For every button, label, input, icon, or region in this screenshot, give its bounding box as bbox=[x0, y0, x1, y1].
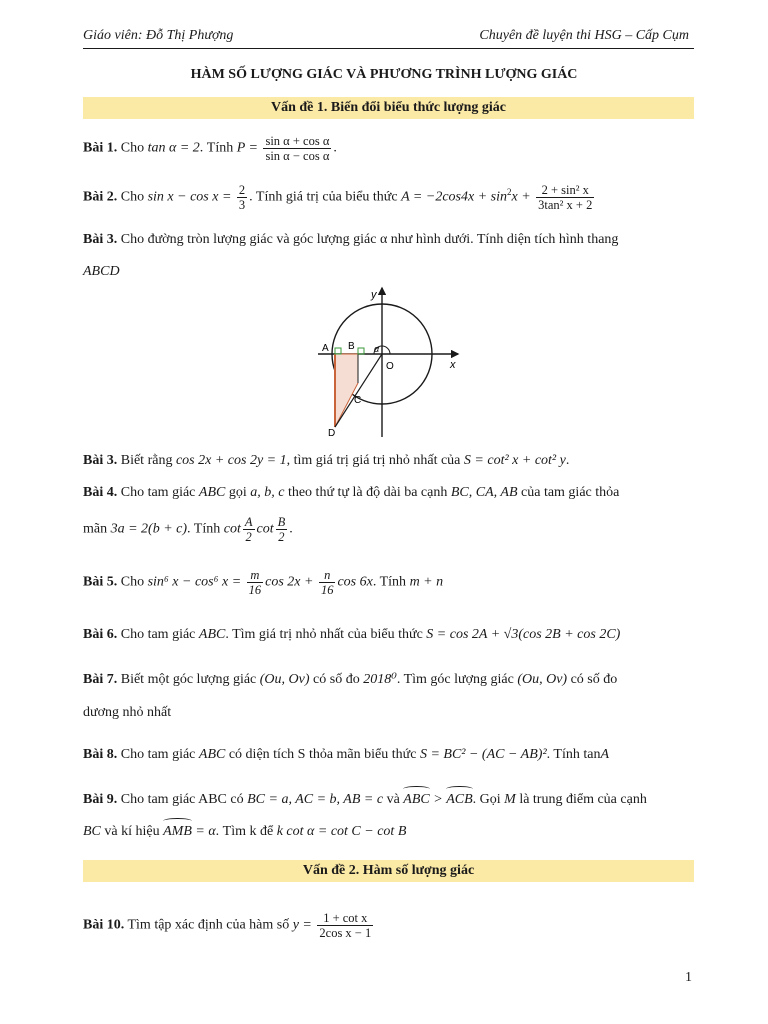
problem-8: Bài 8. Cho tam giác ABC có diện tích S thỏa mãn biểu thức S = BC² − (AC − AB)². Tính tanA bbox=[83, 747, 610, 762]
problem-3-cos: Bài 3. Biết rằng cos 2x + cos 2y = 1, tìm giá trị giá trị nhỏ nhất của S = cot² x + cot² y. bbox=[83, 453, 570, 468]
problem-3-line2: ABCD bbox=[83, 264, 120, 279]
header-topic: Chuyên đề luyện thi HSG – Cấp Cụm bbox=[479, 28, 689, 43]
problem-2: Bài 2. Cho sin x − cos x = $\frac{2}{3}$ . Tính giá trị của biểu thức $A = -2\cos 4x + \sin^2x$ + $\frac{\text{2 + sin² x}}{\text{3tan² x + 2}}$ bbox=[83, 182, 593, 212]
section-2-heading: Vấn đề 2. Hàm số lượng giác bbox=[83, 860, 694, 882]
section-1-heading: Vấn đề 1. Biến đổi biểu thức lượng giác bbox=[83, 97, 694, 119]
problem-4: Bài 4. Cho tam giác ABC gọi a, b, c theo thứ tự là độ dài ba cạnh BC, CA, AB của tam giác thỏa bbox=[83, 485, 620, 500]
trapezoid-abcd bbox=[335, 354, 358, 427]
label-x: x bbox=[450, 359, 456, 371]
header-teacher: Giáo viên: Đỗ Thị Phượng bbox=[83, 28, 234, 43]
problem-5: Bài 5. Cho sin⁶ x − cos⁶ x = $\frac{m}{16}$ cos 2x + $\frac{n}{16}$ cos 6x. Tính m + n bbox=[83, 568, 444, 597]
label-c: C bbox=[354, 395, 362, 406]
problem-4-line2: mãn 3a = 2(b + c). Tính cot $\frac{A}{2}$ cot $\frac{B}{2}$ . bbox=[83, 515, 293, 544]
problem-9-line2: BC và kí hiệu AMB = α. Tìm k để k cot α = cot C − cot B bbox=[83, 822, 694, 842]
problem-9: Bài 9. Cho tam giác ABC có BC = a, AC = b, AB = c và ABC > ACB. Gọi M là trung điểm của cạnh bbox=[83, 790, 694, 810]
right-angle-a bbox=[335, 348, 341, 354]
page-number: 1 bbox=[685, 970, 692, 985]
problem-1: Bài 1. Cho tan α = 2. Tính P = $\frac{\text{sin α + cos α}}{\text{sin α − cos α}}$ . bbox=[83, 134, 337, 163]
right-angle-b bbox=[358, 348, 364, 354]
trig-circle-figure bbox=[300, 282, 480, 440]
label-b: B bbox=[348, 341, 355, 352]
problem-7: Bài 7. Biết một góc lượng giác (Ou, Ov) có số đo 2018⁰. Tìm góc lượng giác (Ou, Ov) có số đo bbox=[83, 672, 618, 687]
problem-6: Bài 6. Cho tam giác ABC. Tìm giá trị nhỏ nhất của biểu thức S = cos 2A + √3(cos 2B + cos 2C) bbox=[83, 627, 621, 642]
label-y: y bbox=[371, 289, 377, 301]
problem-3-circle: Bài 3. Cho đường tròn lượng giác và góc lượng giác α như hình dưới. Tính diện tích hình thang bbox=[83, 232, 619, 247]
label-alpha: α bbox=[374, 344, 380, 354]
header-divider bbox=[83, 48, 694, 49]
page-title: HÀM SỐ LƯỢNG GIÁC VÀ PHƯƠNG TRÌNH LƯỢNG GIÁC bbox=[190, 67, 578, 82]
label-a: A bbox=[322, 343, 329, 354]
problem-10: Bài 10. Tìm tập xác định của hàm số y = $\frac{\text{1 + cot x}}{\text{2cos x − 1}}$ bbox=[83, 911, 372, 940]
label-o: O bbox=[386, 361, 394, 372]
problem-7-line2: dương nhỏ nhất bbox=[83, 705, 172, 720]
label-d: D bbox=[328, 428, 336, 439]
